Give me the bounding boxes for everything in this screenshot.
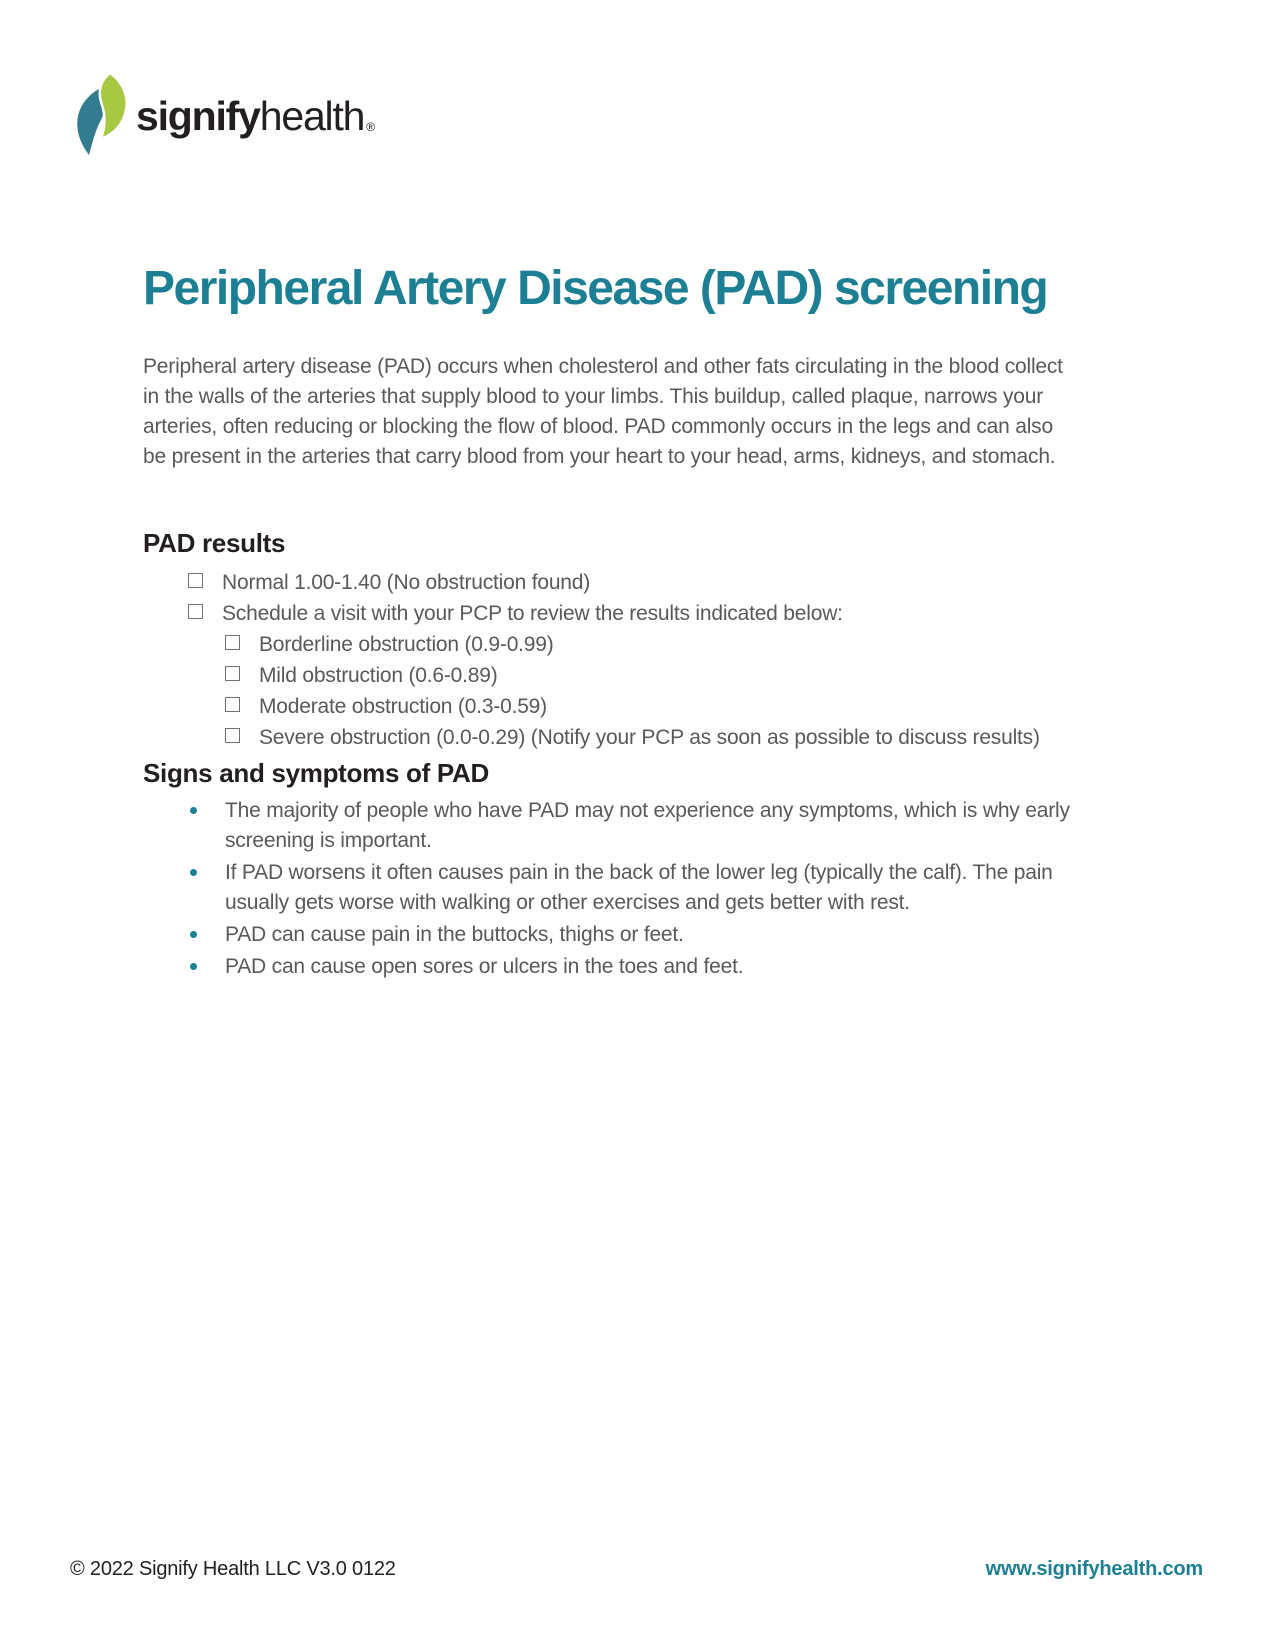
list-item-text: If PAD worsens it often causes pain in the back of the lower leg (typically the calf). The pain usually gets worse with walking or other exercises and gets better with rest. (225, 861, 1053, 914)
intro-paragraph: Peripheral artery disease (PAD) occurs when cholesterol and other fats circulating in the blood collect in the walls of the arteries that supply blood to your limbs. This buildup, called plaque, narrows your arteries, often reducing or blocking the flow of blood. PAD commonly occurs in the legs and can also be present in the arteries that carry blood from your heart to your head, arms, kidneys, and stomach. (143, 355, 1063, 468)
checklist-item-mild (143, 661, 1075, 690)
list-item-text: PAD can cause pain in the buttocks, thighs or feet. (225, 923, 684, 946)
checklist-item-borderline (143, 630, 1075, 659)
checklist-item-label: Moderate obstruction (0.3-0.59) (259, 695, 547, 718)
checklist-item-label: Severe obstruction (0.0-0.29) (Notify your PCP as soon as possible to discuss results) (259, 726, 1040, 749)
signify-leaf-icon (76, 72, 130, 161)
bullet-icon (190, 869, 197, 876)
pad-results-checklist (143, 568, 1075, 752)
bullet-icon (190, 807, 197, 814)
list-item (143, 858, 1075, 918)
checklist-item-schedule-visit (143, 599, 1075, 628)
list-item (143, 920, 1075, 950)
bullet-icon (190, 963, 197, 970)
checkbox[interactable] (225, 697, 240, 712)
checkbox[interactable] (188, 604, 203, 619)
checkbox[interactable] (188, 573, 203, 588)
page-footer (70, 1558, 1203, 1581)
checklist-item-label: Mild obstruction (0.6-0.89) (259, 664, 498, 687)
website-link[interactable]: www.signifyhealth.com (985, 1558, 1203, 1580)
brand-name-bold: signify (136, 93, 260, 139)
checkbox[interactable] (225, 666, 240, 681)
checkbox[interactable] (225, 728, 240, 743)
list-item (143, 796, 1075, 856)
document-body (143, 262, 1075, 984)
list-item (143, 952, 1075, 982)
checklist-item-severe (143, 723, 1075, 752)
list-item-text: The majority of people who have PAD may not experience any symptoms, which is why early screening is important. (225, 799, 1070, 852)
checklist-item-label: Normal 1.00-1.40 (No obstruction found) (222, 571, 591, 594)
checklist-item-moderate (143, 692, 1075, 721)
copyright-text: © 2022 Signify Health LLC V3.0 0122 (70, 1558, 396, 1580)
checklist-item-label: Schedule a visit with your PCP to review the results indicated below: (222, 602, 843, 625)
signs-symptoms-list (143, 796, 1075, 982)
registered-trademark-icon: ® (366, 119, 376, 134)
signify-health-wordmark (136, 94, 375, 139)
checkbox[interactable] (225, 635, 240, 650)
list-item-text: PAD can cause open sores or ulcers in the toes and feet. (225, 955, 744, 978)
bullet-icon (190, 931, 197, 938)
signs-symptoms-heading: Signs and symptoms of PAD (143, 758, 489, 788)
checklist-item-normal (143, 568, 1075, 597)
pad-results-heading: PAD results (143, 528, 286, 558)
checklist-item-label: Borderline obstruction (0.9-0.99) (259, 633, 554, 656)
brand-name-regular: health (259, 93, 365, 139)
page-title: Peripheral Artery Disease (PAD) screening (143, 262, 1048, 315)
